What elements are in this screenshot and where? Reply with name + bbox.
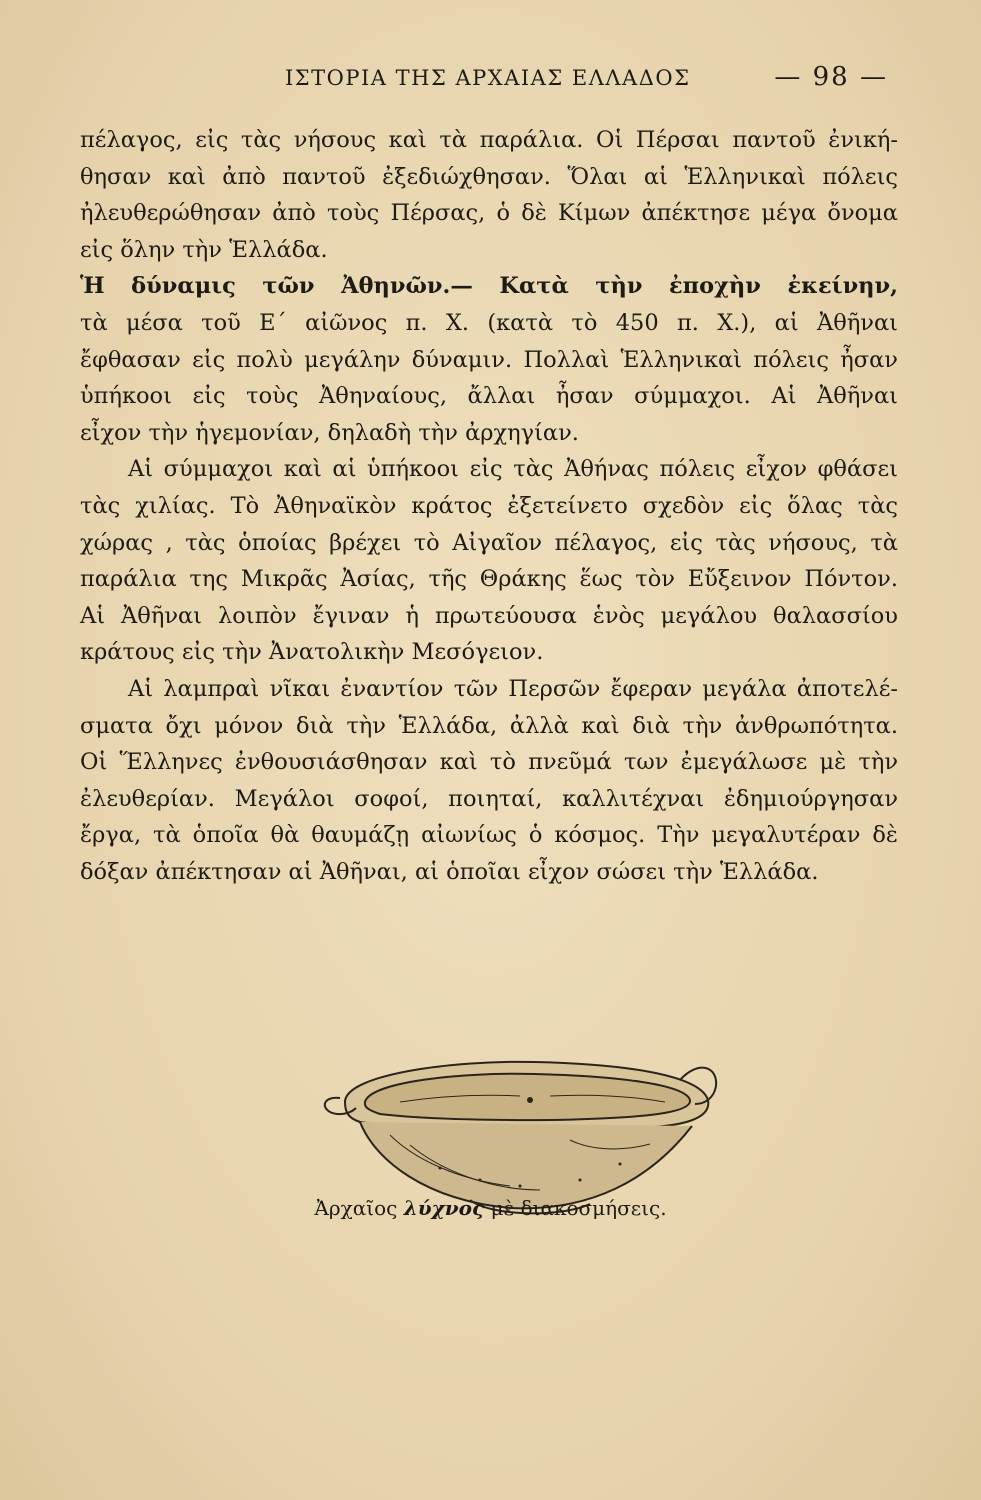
oil-lamp-illustration bbox=[320, 1040, 720, 1220]
text-line: Αἱ σύμμαχοι καὶ αἱ ὑπήκοοι εἰς τὰς Ἀθήνας πόλεις εἶχον φθάσει bbox=[128, 456, 898, 483]
text-line: κράτους εἰς τὴν Ἀνατολικὴν Μεσόγειον. bbox=[80, 639, 544, 666]
illustration-caption bbox=[0, 1196, 981, 1220]
section-heading-line: Ἡ δύναμις τῶν Ἀθηνῶν.— Κατὰ τὴν ἐποχὴν ἐκείνην, bbox=[80, 273, 898, 300]
text-line: εἶχον τὴν ἡγεμονίαν, δηλαδὴ τὴν ἀρχηγίαν. bbox=[80, 419, 579, 446]
page-number: — 98 — bbox=[774, 62, 888, 92]
text-line: ἠλευθερώθησαν ἀπὸ τοὺς Πέρσας, ὁ δὲ Κίμων ἀπέκτησε μέγα ὄνομα bbox=[80, 200, 898, 227]
running-header bbox=[80, 62, 900, 98]
text-line: σματα ὄχι μόνον διὰ τὴν Ἑλλάδα, ἀλλὰ καὶ διὰ τὴν ἀνθρωπότητα. bbox=[80, 712, 898, 739]
text-line: ἔφθασαν εἰς πολὺ μεγάλην δύναμιν. Πολλαὶ Ἑλληνικαὶ πόλεις ἦσαν bbox=[80, 346, 898, 373]
text-line: τὰς χιλίας. Τὸ Ἀθηναϊκὸν κράτος ἐξετείνετο σχεδὸν εἰς ὅλας τὰς bbox=[80, 492, 898, 519]
body-text bbox=[80, 122, 898, 890]
text-line: παράλια της Μικρᾶς Ἀσίας, τῆς Θράκης ἕως τὸν Εὔξεινον Πόντον. bbox=[80, 566, 898, 593]
text-line: ἐλευθερίαν. Μεγάλοι σοφοί, ποιηταί, καλλιτέχναι ἐδημιούργησαν bbox=[80, 785, 898, 812]
caption-emphasis: λύχνος bbox=[403, 1196, 485, 1220]
text-line: δόξαν ἀπέκτησαν αἱ Ἀθῆναι, αἱ ὁποῖαι εἶχον σώσει τὴν Ἑλλάδα. bbox=[80, 858, 819, 885]
text-line: θησαν καὶ ἀπὸ παντοῦ ἐξεδιώχθησαν. Ὅλαι αἱ Ἑλληνικαὶ πόλεις bbox=[80, 163, 898, 190]
text-line: Οἱ Ἕλληνες ἐνθουσιάσθησαν καὶ τὸ πνεῦμά των ἐμεγάλωσε μὲ τὴν bbox=[80, 749, 898, 776]
text-line: ὑπήκοοι εἰς τοὺς Ἀθηναίους, ἄλλαι ἦσαν σύμμαχοι. Αἱ Ἀθῆναι bbox=[80, 383, 898, 410]
text-line: ἔργα, τὰ ὁποῖα θὰ θαυμάζῃ αἰωνίως ὁ κόσμος. Τὴν μεγαλυτέραν δὲ bbox=[80, 822, 898, 849]
caption-text: Ἀρχαῖος bbox=[314, 1196, 398, 1220]
text-line: τὰ μέσα τοῦ Ε΄ αἰῶνος π. Χ. (κατὰ τὸ 450 π. Χ.), αἱ Ἀθῆναι bbox=[80, 309, 898, 336]
text-line: Αἱ Ἀθῆναι λοιπὸν ἔγιναν ἡ πρωτεύουσα ἑνὸς μεγάλου θαλασσίου bbox=[80, 602, 898, 629]
caption-text-end: μὲ διακοσμήσεις. bbox=[490, 1196, 667, 1220]
text-line: χώρας , τὰς ὁποίας βρέχει τὸ Αἰγαῖον πέλαγος, εἰς τὰς νήσους, τὰ bbox=[80, 529, 898, 556]
text-line: Αἱ λαμπραὶ νῖκαι ἐναντίον τῶν Περσῶν ἔφεραν μεγάλα ἀποτελέ- bbox=[128, 675, 898, 702]
header-title: ΙΣΤΟΡΙΑ ΤΗΣ ΑΡΧΑΙΑΣ ΕΛΛΑΔΟΣ bbox=[285, 66, 691, 90]
text-line: εἰς ὅλην τὴν Ἑλλάδα. bbox=[80, 236, 328, 263]
text-line: πέλαγος, εἰς τὰς νήσους καὶ τὰ παράλια. Οἱ Πέρσαι παντοῦ ἐνική- bbox=[80, 127, 898, 153]
